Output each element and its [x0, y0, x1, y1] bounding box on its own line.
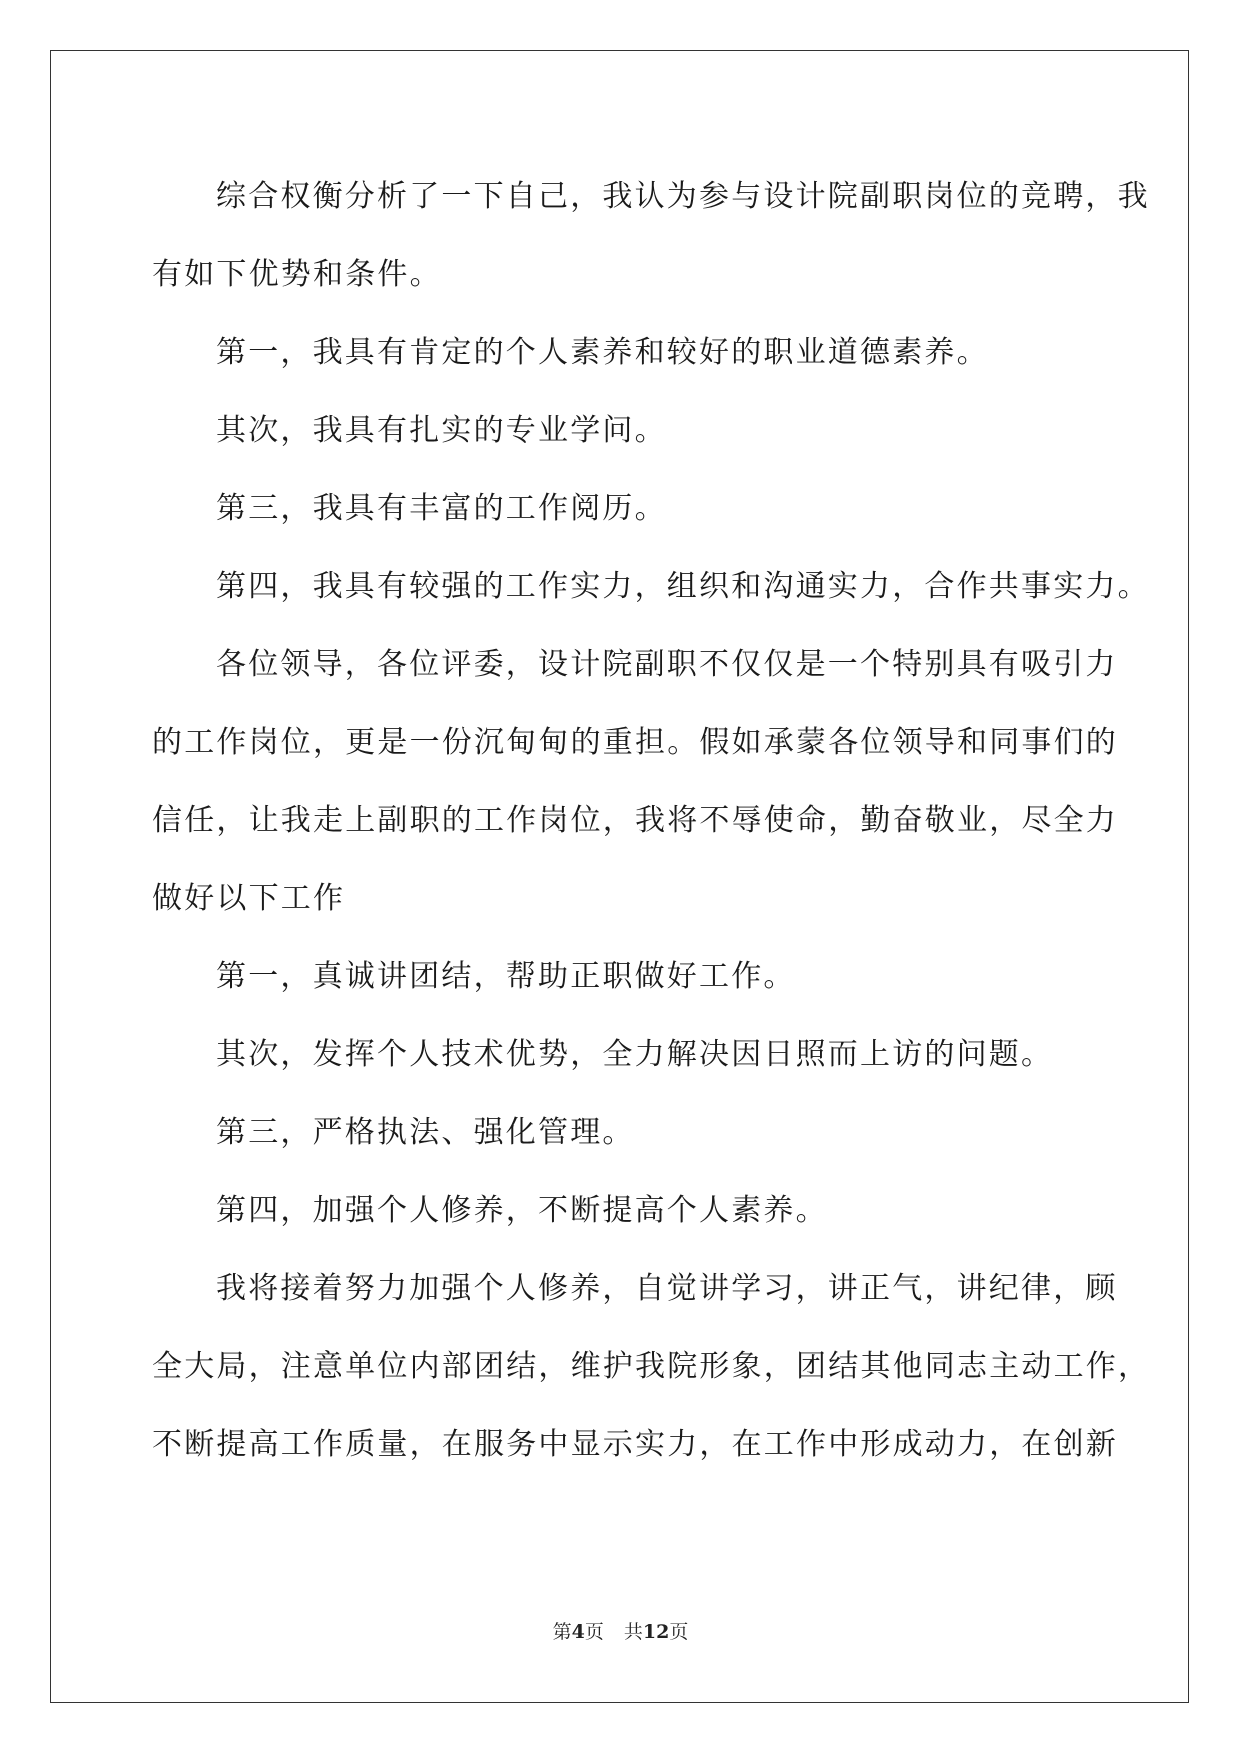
footer-total-prefix: 共: [623, 1621, 643, 1643]
paragraph-first-line: 第一，真诚讲团结，帮助正职做好工作。: [216, 959, 796, 994]
page-footer: [0, 1617, 1241, 1644]
paragraph-first-line: 第四，加强个人修养，不断提高个人素养。: [216, 1193, 828, 1228]
paragraph-first-line: 综合权衡分析了一下自己，我认为参与设计院副职岗位的竞聘，我: [216, 179, 1150, 214]
paragraph-continuation-line: 有如下优势和条件。: [152, 257, 442, 292]
paragraph-first-line: 第三，严格执法、强化管理。: [216, 1115, 635, 1150]
paragraph-first-line: 各位领导，各位评委，设计院副职不仅仅是一个特别具有吸引力: [216, 647, 1118, 682]
paragraph-first-line: 其次，我具有扎实的专业学问。: [216, 413, 667, 448]
paragraph-continuation-line: 不断提高工作质量，在服务中显示实力，在工作中形成动力，在创新: [152, 1427, 1118, 1462]
current-page-number: 4: [571, 1621, 585, 1643]
paragraph-continuation-line: 信任，让我走上副职的工作岗位，我将不辱使命，勤奋敬业，尽全力: [152, 803, 1118, 838]
paragraph-first-line: 我将接着努力加强个人修养，自觉讲学习，讲正气，讲纪律，顾: [216, 1271, 1118, 1306]
total-page-number: 12: [642, 1621, 670, 1643]
paragraph-continuation-line: 全大局，注意单位内部团结，维护我院形象，团结其他同志主动工作，: [152, 1349, 1151, 1384]
paragraph-first-line: 第四，我具有较强的工作实力，组织和沟通实力，合作共事实力。: [216, 569, 1150, 604]
paragraph-first-line: 第三，我具有丰富的工作阅历。: [216, 491, 667, 526]
paragraph-continuation-line: 做好以下工作: [152, 881, 346, 916]
document-body: [152, 158, 1151, 1484]
footer-prefix: 第: [552, 1621, 572, 1643]
footer-total-suffix: 页: [669, 1621, 689, 1643]
paragraph-first-line: 第一，我具有肯定的个人素养和较好的职业道德素养。: [216, 335, 989, 370]
footer-page-suffix: 页: [584, 1621, 604, 1643]
paragraph-continuation-line: 的工作岗位，更是一份沉甸甸的重担。假如承蒙各位领导和同事们的: [152, 725, 1118, 760]
paragraph-first-line: 其次，发挥个人技术优势，全力解决因日照而上访的问题。: [216, 1037, 1054, 1072]
